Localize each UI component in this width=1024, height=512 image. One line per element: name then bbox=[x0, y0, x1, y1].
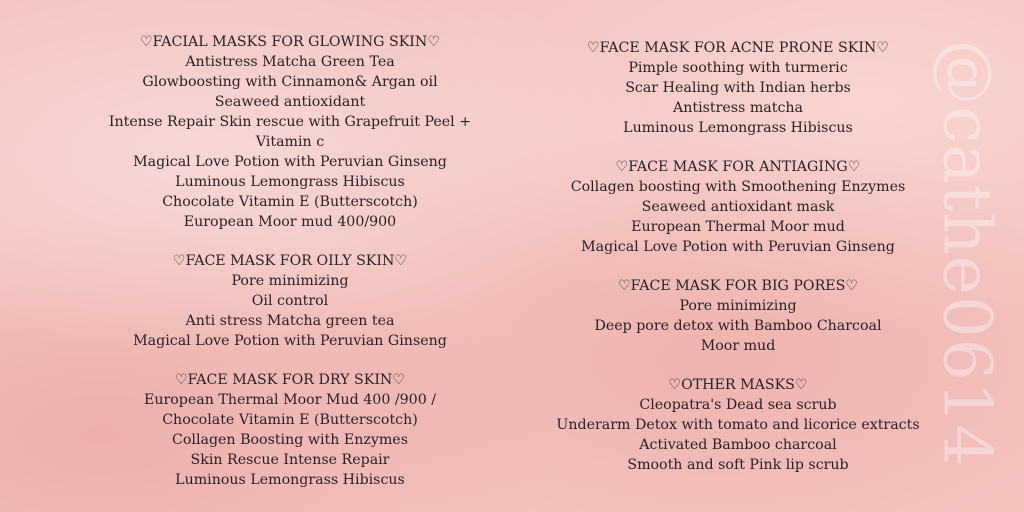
list-item: Chocolate Vitamin E (Butterscotch) bbox=[162, 194, 418, 210]
mask-list bbox=[548, 296, 928, 356]
list-item: Underarm Detox with tomato and licorice extracts bbox=[556, 417, 920, 433]
list-item: Collagen Boosting with Enzymes bbox=[172, 432, 408, 448]
section-title: ♡FACE MASK FOR ANTIAGING♡ bbox=[615, 159, 861, 175]
list-item: Activated Bamboo charcoal bbox=[639, 437, 837, 453]
section-big-pores bbox=[548, 276, 928, 356]
watermark-text: @cathe0614 bbox=[928, 38, 1006, 468]
section-title: ♡FACE MASK FOR BIG PORES♡ bbox=[617, 278, 859, 294]
list-item: Magical Love Potion with Peruvian Ginseng bbox=[133, 154, 447, 170]
mask-list bbox=[548, 58, 928, 138]
list-item: Seaweed antioxidant bbox=[214, 94, 366, 110]
section-dry-skin bbox=[108, 370, 472, 490]
list-item: Pore minimizing bbox=[231, 273, 349, 289]
section-oily-skin bbox=[108, 251, 472, 351]
section-title: ♡OTHER MASKS♡ bbox=[668, 377, 808, 393]
list-item: Glowboosting with Cinnamon& Argan oil bbox=[142, 74, 438, 90]
mask-list bbox=[108, 52, 472, 232]
list-item: Luminous Lemongrass Hibiscus bbox=[175, 472, 405, 488]
mask-list bbox=[548, 395, 928, 475]
list-item: Luminous Lemongrass Hibiscus bbox=[623, 120, 853, 136]
list-item: Antistress matcha bbox=[672, 100, 803, 116]
list-item: Smooth and soft Pink lip scrub bbox=[627, 457, 849, 473]
mask-list bbox=[108, 390, 472, 490]
list-item: Collagen boosting with Smoothening Enzymes bbox=[570, 179, 906, 195]
list-item: Anti stress Matcha green tea bbox=[185, 313, 395, 329]
section-title: ♡FACIAL MASKS FOR GLOWING SKIN♡ bbox=[139, 34, 441, 50]
section-glowing-skin bbox=[108, 32, 472, 232]
section-antiaging bbox=[548, 157, 928, 257]
list-item: Scar Healing with Indian herbs bbox=[625, 80, 851, 96]
list-item: Skin Rescue Intense Repair bbox=[190, 452, 390, 468]
watermark bbox=[928, 18, 1006, 488]
list-item: European Thermal Moor mud bbox=[631, 219, 845, 235]
list-item: Deep pore detox with Bamboo Charcoal bbox=[594, 318, 882, 334]
list-item: Moor mud bbox=[700, 338, 776, 354]
left-column bbox=[108, 32, 472, 509]
section-title: ♡FACE MASK FOR ACNE PRONE SKIN♡ bbox=[586, 40, 890, 56]
list-item: Pore minimizing bbox=[679, 298, 797, 314]
list-item: European Thermal Moor Mud 400 /900 / bbox=[143, 392, 437, 408]
list-item: Antistress Matcha Green Tea bbox=[185, 54, 395, 70]
list-item: Seaweed antioxidant mask bbox=[641, 199, 835, 215]
list-item: Chocolate Vitamin E (Butterscotch) bbox=[162, 412, 418, 428]
section-title: ♡FACE MASK FOR OILY SKIN♡ bbox=[172, 253, 408, 269]
right-column bbox=[548, 38, 928, 494]
mask-list bbox=[108, 271, 472, 351]
list-item: Magical Love Potion with Peruvian Ginseng bbox=[133, 333, 447, 349]
section-acne-prone-skin bbox=[548, 38, 928, 138]
mask-list bbox=[548, 177, 928, 257]
list-item: Oil control bbox=[251, 293, 329, 309]
section-title: ♡FACE MASK FOR DRY SKIN♡ bbox=[174, 372, 406, 388]
list-item: Cleopatra's Dead sea scrub bbox=[639, 397, 837, 413]
list-item: European Moor mud 400/900 bbox=[183, 214, 397, 230]
list-item: Intense Repair Skin rescue with Grapefruit Peel + Vitamin c bbox=[108, 114, 472, 150]
list-item: Magical Love Potion with Peruvian Ginseng bbox=[581, 239, 895, 255]
list-item: Pimple soothing with turmeric bbox=[628, 60, 848, 76]
section-other-masks bbox=[548, 375, 928, 475]
list-item: Luminous Lemongrass Hibiscus bbox=[175, 174, 405, 190]
